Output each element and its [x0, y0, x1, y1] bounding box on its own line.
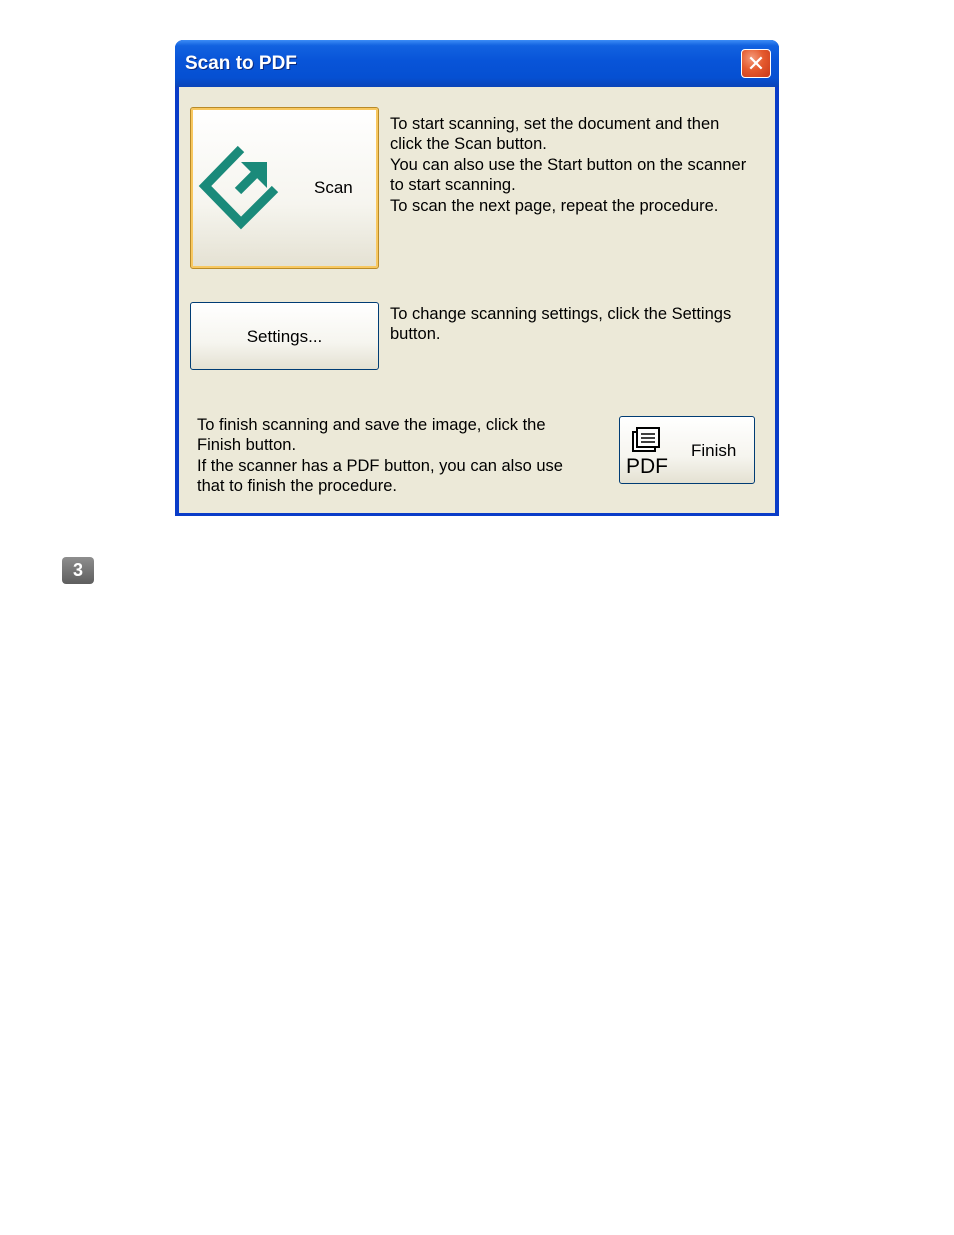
scan-arrow-icon [197, 144, 287, 234]
scan-to-pdf-window [175, 40, 779, 516]
finish-description-line: To finish scanning and save the image, click the [197, 416, 546, 434]
finish-button-label: Finish [691, 441, 737, 460]
scan-button[interactable] [190, 107, 379, 269]
finish-description-line: Finish button. [197, 436, 297, 455]
finish-button[interactable] [619, 416, 755, 484]
settings-description-line: button. [390, 325, 441, 344]
step-number-badge: 3 [62, 557, 94, 584]
settings-description-line: To change scanning settings, click the Settings [390, 305, 732, 323]
scan-description-line: To scan the next page, repeat the procedure. [390, 196, 719, 215]
finish-description [197, 415, 563, 497]
scan-description-line: To start scanning, set the document and then [390, 115, 720, 133]
settings-description [390, 304, 731, 345]
finish-description-line: If the scanner has a PDF button, you can also use [197, 456, 563, 475]
close-button[interactable] [741, 49, 771, 78]
window-title: Scan to PDF [185, 53, 297, 74]
scan-description-line: You can also use the Start button on the scanner [390, 155, 747, 174]
settings-button[interactable] [190, 302, 379, 370]
close-icon: ✕ [746, 51, 766, 76]
pdf-icon-text: PDF [626, 455, 668, 475]
scan-button-label: Scan [314, 178, 353, 197]
finish-description-line: that to finish the procedure. [197, 477, 397, 496]
title-bar[interactable] [175, 40, 779, 87]
scan-description-line: to start scanning. [390, 176, 516, 195]
dialog-body [179, 87, 775, 513]
settings-button-label: Settings... [246, 327, 323, 346]
pdf-document-icon [625, 427, 675, 475]
scan-description-line: click the Scan button. [390, 135, 547, 154]
scan-description [390, 114, 746, 216]
